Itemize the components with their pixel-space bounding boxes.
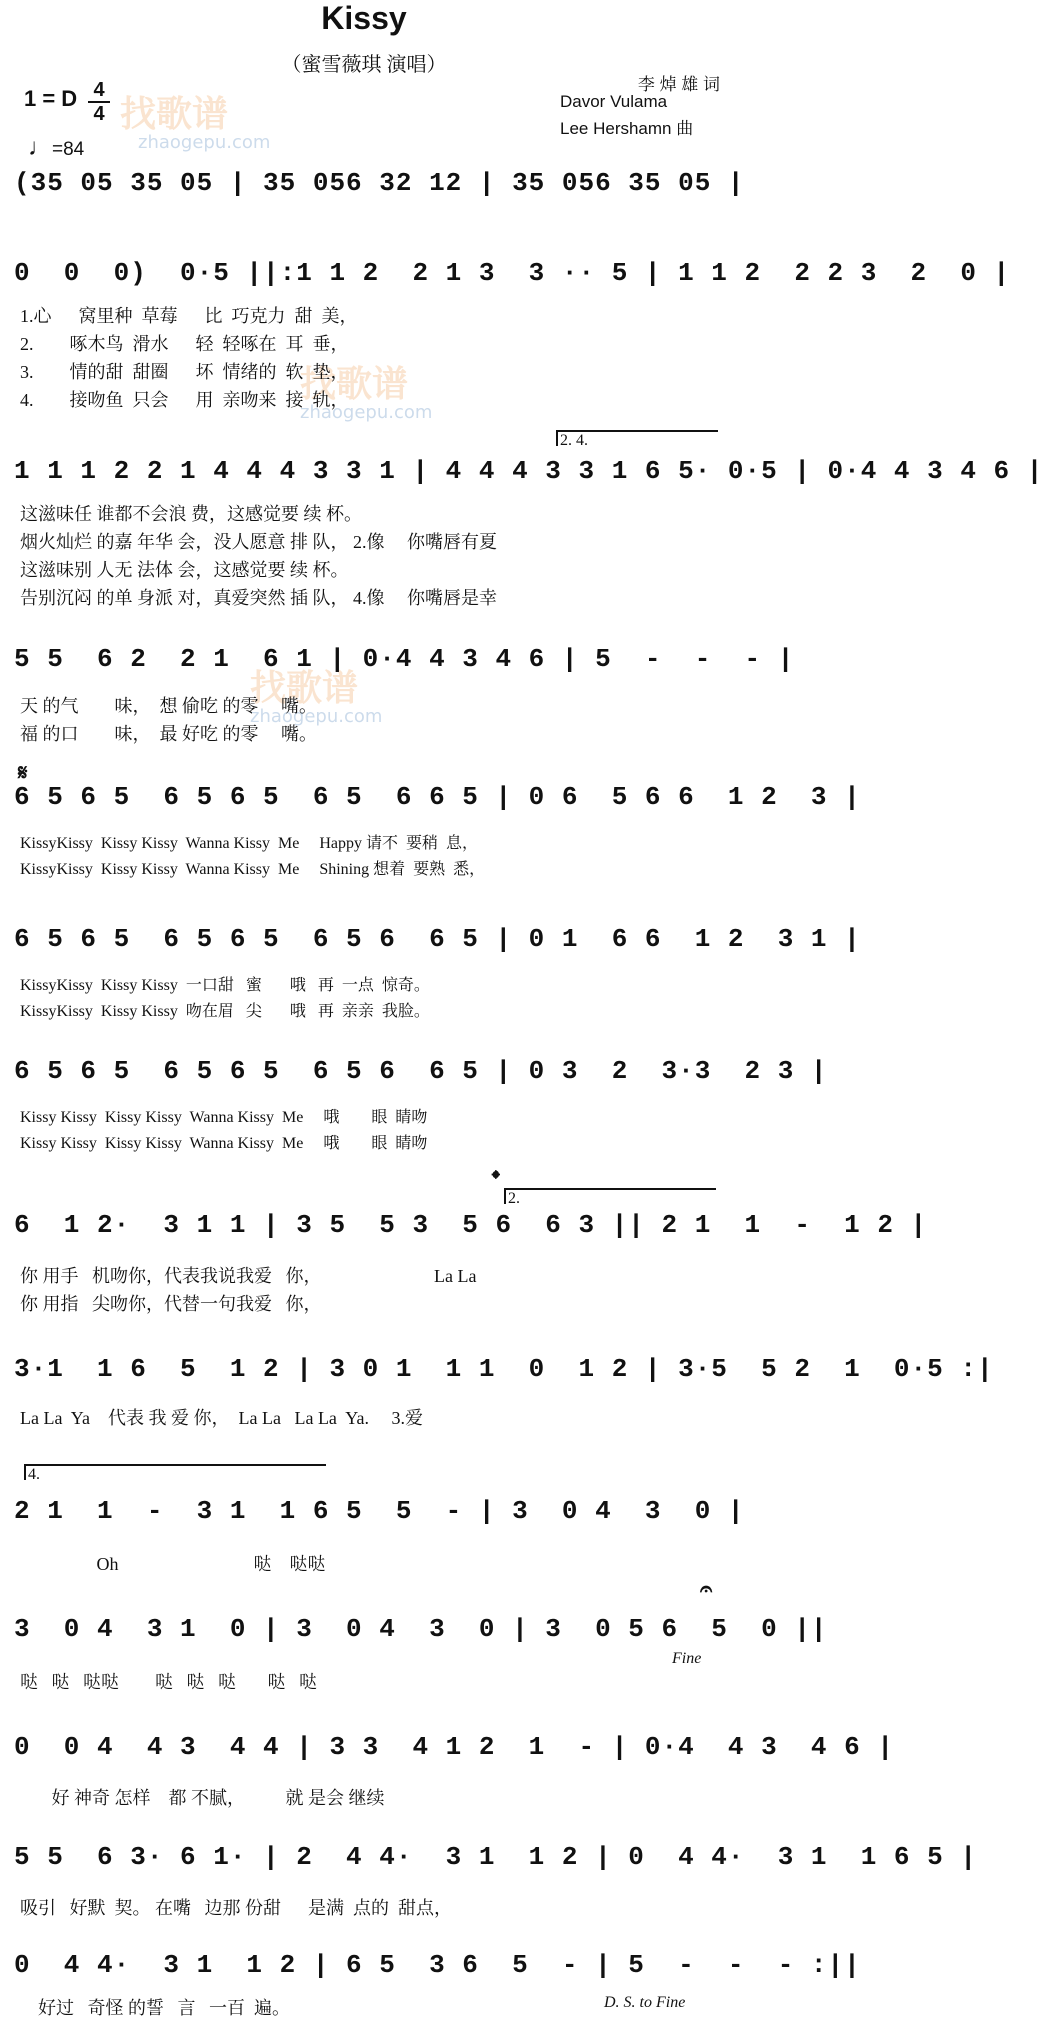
lyric-line-11-v1: 哒 哒 哒哒 哒 哒 哒 哒 哒 [20,1672,317,1692]
lyric-line-6-v2: KissyKissy Kissy Kissy 吻在眉 尖 哦 再 亲亲 我脸。 [20,1003,430,1020]
score-line-13: 5 5 6 3· 6 1· | 2 4 4· 3 1 1 2 | 0 4 4· 3 1 1 6 5 | [14,1842,977,1872]
lyric-line-7-v2: Kissy Kissy Kissy Kissy Wanna Kissy Me 哦 眼 睛吻 [20,1135,428,1152]
watermark-site-3: zhaogepu.com [250,706,383,727]
quarter-note-icon: ♩ [28,134,52,161]
lyric-line-6-v1: KissyKissy Kissy Kissy 一口甜 蜜 哦 再 一点 惊奇。 [20,977,430,994]
score-line-11: 3 0 4 3 1 0 | 3 0 4 3 0 | 3 0 5 6 5 0 || [14,1614,828,1644]
lyric-line-2-v4: 4. 接吻鱼 只会 用 亲吻来 接 轨， [20,390,349,410]
lyric-line-2-v1: 1.心 窝里种 草莓 比 巧克力 甜 美， [20,306,358,326]
segno-icon: 𝄋 [18,760,28,785]
watermark-logo: 找歌谱 [120,94,229,135]
lyric-line-2-v2: 2. 啄木鸟 滑水 轻 轻啄在 耳 垂， [20,334,349,354]
lyric-line-8-v2: 你 用指 尖吻你，代替一句我爱 你， [20,1294,322,1314]
score-line-14: 0 4 4· 3 1 1 2 | 6 5 3 6 5 - | 5 - - - :|| [14,1950,861,1980]
lyric-line-10-v1: Oh 哒 哒哒 [20,1554,326,1574]
volta-4: 4. [28,1466,40,1483]
song-title: Kissy [321,0,407,36]
lyric-line-13-v1: 吸引 好默 契。 在嘴 边那 份甜 是满 点的 甜点， [20,1898,452,1918]
singer-credit: （蜜雪薇琪 演唱） [281,54,447,76]
fermata-icon: 𝄐 [700,1576,713,1601]
volta-bracket-4 [24,1464,326,1480]
lyric-line-3-v1: 这滋味任 谁都不会浪 费，这感觉要 续 杯。 [20,504,362,524]
composer-credit-2: Lee Hershamn 曲 [560,119,694,138]
score-line-2: 0 0 0) 0·5 ||:1 1 2 2 1 3 3 ·· 5 | 1 1 2 2 2 3 2 0 | [14,258,1011,288]
lyricist-credit: 李 焯 雄 词 [637,75,720,94]
volta-2-4: 2. 4. [560,432,588,449]
time-signature [88,80,110,124]
score-line-10: 2 1 1 - 3 1 1 6 5 5 - | 3 0 4 3 0 | [14,1496,745,1526]
lyric-line-4-v1: 天 的气 味， 想 偷吃 的零 嘴。 [20,696,317,716]
lyric-line-2-v3: 3. 情的甜 甜圈 坏 情绪的 软 垫， [20,362,349,382]
watermark-site-2: zhaogepu.com [300,402,433,423]
lyric-line-4-v2: 福 的口 味， 最 好吃 的零 嘴。 [20,724,317,744]
score-line-6: 6 5 6 5 6 5 6 5 6 5 6 6 5 | 0 1 6 6 1 2 3 1 | [14,924,861,954]
score-line-8: 6 1 2· 3 1 1 | 3 5 5 3 5 6 6 3 || 2 1 1 - 1 2 | [14,1210,928,1240]
key-signature: 1 = D [24,86,78,111]
lyric-line-3-v2: 烟火灿烂 的嘉 年华 会，没人愿意 排 队， 2.像 你嘴唇有夏 [20,532,497,552]
volta-bracket-2 [504,1188,716,1204]
time-bottom: 4 [93,103,105,125]
lyric-line-7-v1: Kissy Kissy Kissy Kissy Wanna Kissy Me 哦 眼 睛吻 [20,1109,428,1126]
lyric-line-8-v1: 你 用手 机吻你，代表我说我爱 你， La La [20,1266,477,1286]
volta-bracket [556,430,718,446]
watermark-site: zhaogepu.com [138,132,271,153]
lyric-line-12-v1: 好 神奇 怎样 都 不腻， 就 是会 继续 [20,1788,385,1808]
fine-marking: Fine [672,1650,702,1667]
score-line-9: 3·1 1 6 5 1 2 | 3 0 1 1 1 0 1 2 | 3·5 5 2 1 0·5 :| [14,1354,994,1384]
lyric-line-5-v1: KissyKissy Kissy Kissy Wanna Kissy Me Happy 请不 要稍 息， [20,835,478,852]
lyric-line-14-v1: 好过 奇怪 的誓 言 一百 遍。 [20,1998,290,2018]
score-line-1: (35 05 35 05 | 35 056 32 12 | 35 056 35 05 | [14,168,745,198]
time-top: 4 [93,79,105,101]
lyric-line-3-v3: 这滋味别 人无 法体 会，这感觉要 续 杯。 [20,560,349,580]
score-line-4: 5 5 6 2 2 1 6 1 | 0·4 4 3 4 6 | 5 - - - | [14,644,795,674]
score-line-12: 0 0 4 4 3 4 4 | 3 3 4 1 2 1 - | 0·4 4 3 4 6 | [14,1732,894,1762]
composer-credit-1: Davor Vulama [560,92,668,111]
score-line-5: 6 5 6 5 6 5 6 5 6 5 6 6 5 | 0 6 5 6 6 1 2 3 | [14,782,861,812]
tempo-marking: ♩=84 [28,134,85,161]
watermark-logo-2: 找歌谱 [300,364,409,405]
score-line-7: 6 5 6 5 6 5 6 5 6 5 6 6 5 | 0 3 2 3·3 2 3 | [14,1056,828,1086]
watermark-logo-3: 找歌谱 [250,668,359,709]
score-line-3: 1 1 1 2 2 1 4 4 4 3 3 1 | 4 4 4 3 3 1 6 5· 0·5 | 0·4 4 3 4 6 | [14,456,1043,486]
coda-icon: 𝄌 [492,1166,500,1191]
lyric-line-5-v2: KissyKissy Kissy Kissy Wanna Kissy Me Shining 想着 要熟 悉， [20,861,486,878]
ds-al-fine-marking: D. S. to Fine [604,1994,686,2011]
lyric-line-3-v4: 告别沉闷 的单 身派 对，真爱突然 插 队， 4.像 你嘴唇是幸 [20,588,497,608]
volta-2: 2. [508,1190,520,1207]
lyric-line-9-v1: La La Ya 代表 我 爱 你， La La La La Ya. 3.爱 [20,1408,423,1428]
